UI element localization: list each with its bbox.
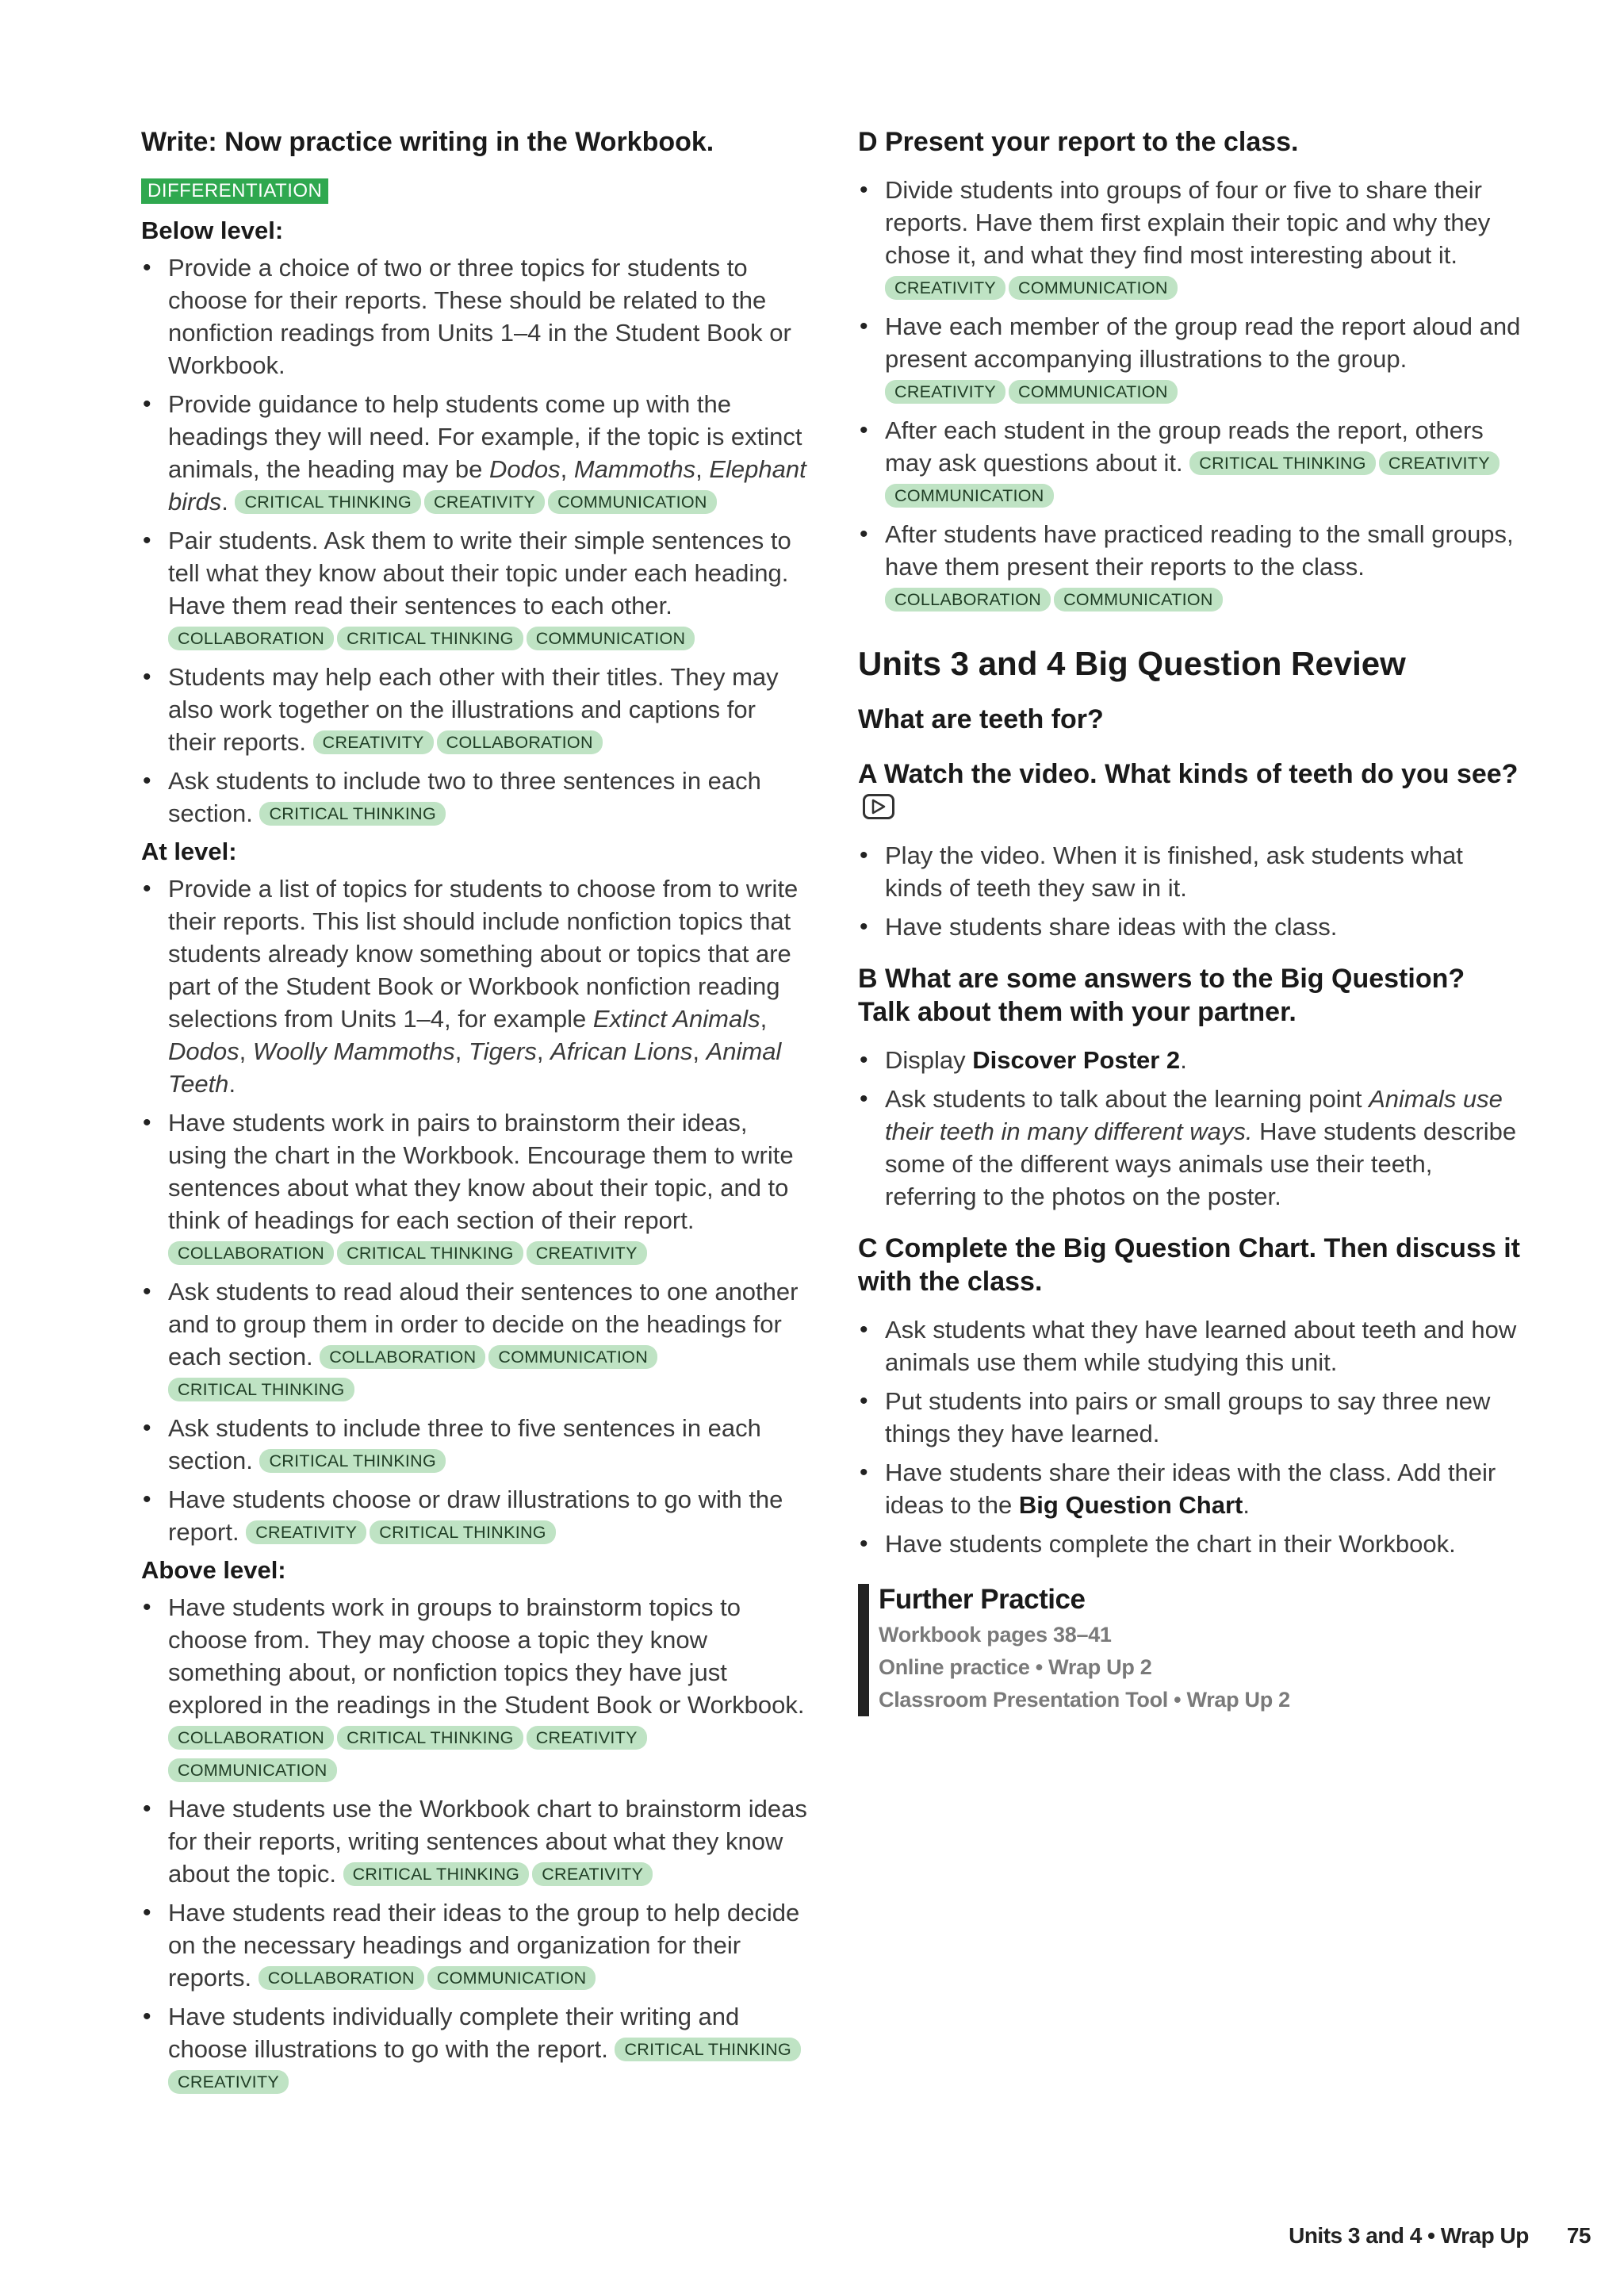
section-b-list [858,1044,1524,1213]
tag-critical-thinking: CRITICAL THINKING [337,1726,523,1750]
list-item: • Have students individually complete their writing and choose illustrations to go with the report. CRITICAL THINKINGCREATIVITY [141,2000,807,2098]
list-item: • After students have practiced reading to the small groups, have them present their reports to the class. COLLABORATION COMMUNICATION [858,518,1524,615]
section-c-heading: C Complete the Big Question Chart. Then discuss it with the class. [858,1233,1520,1298]
list-item: • Ask students what they have learned about teeth and how animals use them while studying this unit. [858,1313,1524,1378]
above-level-label: Above level: [141,1555,286,1584]
list-item: • Have students use the Workbook chart to brainstorm ideas for their reports, writing sentences about what they know about the topic. CRITICAL THINKING CREATIVITY [141,1792,807,1890]
differentiation-badge: DIFFERENTIATION [141,178,328,204]
tag-creativity: CREATIVITY [313,730,434,754]
tag-creativity: CREATIVITY [1379,451,1500,475]
tag-creativity: CREATIVITY [532,1862,653,1886]
page-number: 75 [1566,2223,1591,2248]
tag-critical-thinking: CRITICAL THINKING [343,1862,530,1886]
list-item: • Ask students to talk about the learning point Animals use their teeth in many different ways. Have students describe some of the different ways animals use their teeth, referring to the photos on the poster. [858,1083,1524,1213]
list-item: • Provide a list of topics for students to choose from to write their reports. This list should include nonfiction topics that students already know something about or topics that are part of the Student Book or Workbook nonfiction reading selections from Units 1–4, for example Extinct Animals, Dodos, Woolly Mammoths, Tigers, African Lions, Animal Teeth. [141,872,807,1100]
section-a-list [858,839,1524,943]
video-icon [863,794,894,819]
write-heading: Write: Now practice writing in the Workbook. [141,127,714,157]
list-item: • Ask students to read aloud their sentences to one another and to group them in order to decide on the headings for each section. COLLABORATION COMMUNICATIONCRITICAL THINKING [141,1275,807,1405]
at-level-label: At level: [141,837,237,865]
tag-communication: COMMUNICATION [885,484,1054,508]
list-item: • Have students share ideas with the class. [858,911,1524,943]
tag-critical-thinking: CRITICAL THINKING [337,1241,523,1265]
right-column [858,125,1524,1716]
tag-creativity: CREATIVITY [527,1241,647,1265]
tag-creativity: CREATIVITY [885,276,1005,300]
tag-creativity: CREATIVITY [246,1520,366,1544]
list-item: • Display Discover Poster 2. [858,1044,1524,1076]
at-level-list [141,872,807,1548]
tag-critical-thinking: CRITICAL THINKING [259,802,446,826]
section-b-heading: B What are some answers to the Big Question? Talk about them with your partner. [858,963,1465,1028]
above-level-list [141,1591,807,2098]
further-practice-presentation-tool: Classroom Presentation Tool • Wrap Up 2 [879,1687,1290,1712]
big-question: What are teeth for? [858,704,1104,734]
list-item: • Divide students into groups of four or five to share their reports. Have them first explain their topic and why they chose it, and what they find most interesting about it. CREATIVITY COMMUNICATION [858,174,1524,304]
tag-collaboration: COLLABORATION [259,1966,424,1990]
tag-communication: COMMUNICATION [1009,380,1178,404]
list-item: • Put students into pairs or small groups to say three new things they have learned. [858,1385,1524,1450]
tag-collaboration: COLLABORATION [168,1726,334,1750]
list-item: • Have students work in pairs to brainstorm their ideas, using the chart in the Workbook. Encourage them to write sentences about what they know about their topic, and to think of headings for each section of their report. COLLABORATION CRITICAL THINKING CREATIVITY [141,1106,807,1269]
big-question-review-heading: Units 3 and 4 Big Question Review [858,644,1406,682]
tag-collaboration: COLLABORATION [168,1241,334,1265]
section-d-heading: D Present your report to the class. [858,127,1299,157]
list-item: • Have students choose or draw illustrations to go with the report. CREATIVITY CRITICAL THINKING [141,1483,807,1548]
list-item: • Have students complete the chart in their Workbook. [858,1528,1524,1560]
tag-critical-thinking: CRITICAL THINKING [259,1449,446,1473]
below-level-label: Below level: [141,216,284,244]
list-item: • Provide a choice of two or three topics for students to choose for their reports. These should be related to the nonfiction readings from Units 1–4 in the Student Book or Workbook. [141,251,807,381]
list-item: • Ask students to include three to five sentences in each section. CRITICAL THINKING [141,1412,807,1477]
tag-communication: COMMUNICATION [1054,588,1223,612]
tag-creativity: CREATIVITY [885,380,1005,404]
further-practice-online: Online practice • Wrap Up 2 [879,1654,1152,1679]
tag-critical-thinking: CRITICAL THINKING [1189,451,1376,475]
tag-critical-thinking: CRITICAL THINKING [337,627,523,650]
tag-collaboration: COLLABORATION [437,730,603,754]
list-item: • Have students work in groups to brainstorm topics to choose from. They may choose a topic they know something about, or nonfiction topics they have just explored in the readings in the Student Book or Workbook. COLLABORATION CRITICAL THINKING CREATIVITYCOMMUNICATION [141,1591,807,1786]
tag-creativity: CREATIVITY [527,1726,647,1750]
further-practice-title: Further Practice [879,1583,1086,1615]
page-footer [1289,2223,1591,2249]
further-practice-workbook: Workbook pages 38–41 [879,1622,1112,1647]
tag-communication: COMMUNICATION [168,1758,337,1782]
tag-critical-thinking: CRITICAL THINKING [615,2038,801,2061]
list-item: • Pair students. Ask them to write their simple sentences to tell what they know about their topic under each heading. Have them read their sentences to each other. COLLABORATION CRITICAL THINKING COMMUNICATION [141,524,807,654]
list-item: • Students may help each other with their titles. They may also work together on the illustrations and captions for their reports. CREATIVITY COLLABORATION [141,661,807,758]
below-level-list [141,251,807,830]
tag-communication: COMMUNICATION [427,1966,596,1990]
list-item: • Have students read their ideas to the group to help decide on the necessary headings and organization for their reports. COLLABORATION COMMUNICATION [141,1896,807,1994]
left-column [141,125,807,2106]
tag-collaboration: COLLABORATION [320,1345,485,1369]
tag-critical-thinking: CRITICAL THINKING [168,1378,354,1401]
tag-communication: COMMUNICATION [527,627,695,650]
list-item: • Have students share their ideas with the class. Add their ideas to the Big Question Chart. [858,1456,1524,1521]
tag-creativity: CREATIVITY [168,2070,289,2094]
tag-communication: COMMUNICATION [1009,276,1178,300]
tag-collaboration: COLLABORATION [885,588,1051,612]
list-item: • Provide guidance to help students come up with the headings they will need. For example, if the topic is extinct animals, the heading may be Dodos, Mammoths, Elephant birds. CRITICAL THINKING CREATIVITY COMMUNICATION [141,388,807,518]
tag-communication: COMMUNICATION [548,490,717,514]
tag-critical-thinking: CRITICAL THINKING [370,1520,556,1544]
list-item: • Ask students to include two to three sentences in each section. CRITICAL THINKING [141,765,807,830]
section-c-list [858,1313,1524,1560]
list-item: • Have each member of the group read the report aloud and present accompanying illustrations to the group. CREATIVITY COMMUNICATION [858,310,1524,408]
further-practice-box [858,1584,1524,1716]
list-item: • Play the video. When it is finished, ask students what kinds of teeth they saw in it. [858,839,1524,904]
tag-communication: COMMUNICATION [488,1345,657,1369]
section-d-list [858,174,1524,615]
list-item: • After each student in the group reads the report, others may ask questions about it. CRITICAL THINKING CREATIVITYCOMMUNICATION [858,414,1524,512]
tag-critical-thinking: CRITICAL THINKING [235,490,421,514]
tag-collaboration: COLLABORATION [168,627,334,650]
section-a-heading: A Watch the video. What kinds of teeth do you see? [858,757,1524,825]
tag-creativity: CREATIVITY [424,490,545,514]
footer-label: Units 3 and 4 • Wrap Up [1289,2223,1529,2248]
